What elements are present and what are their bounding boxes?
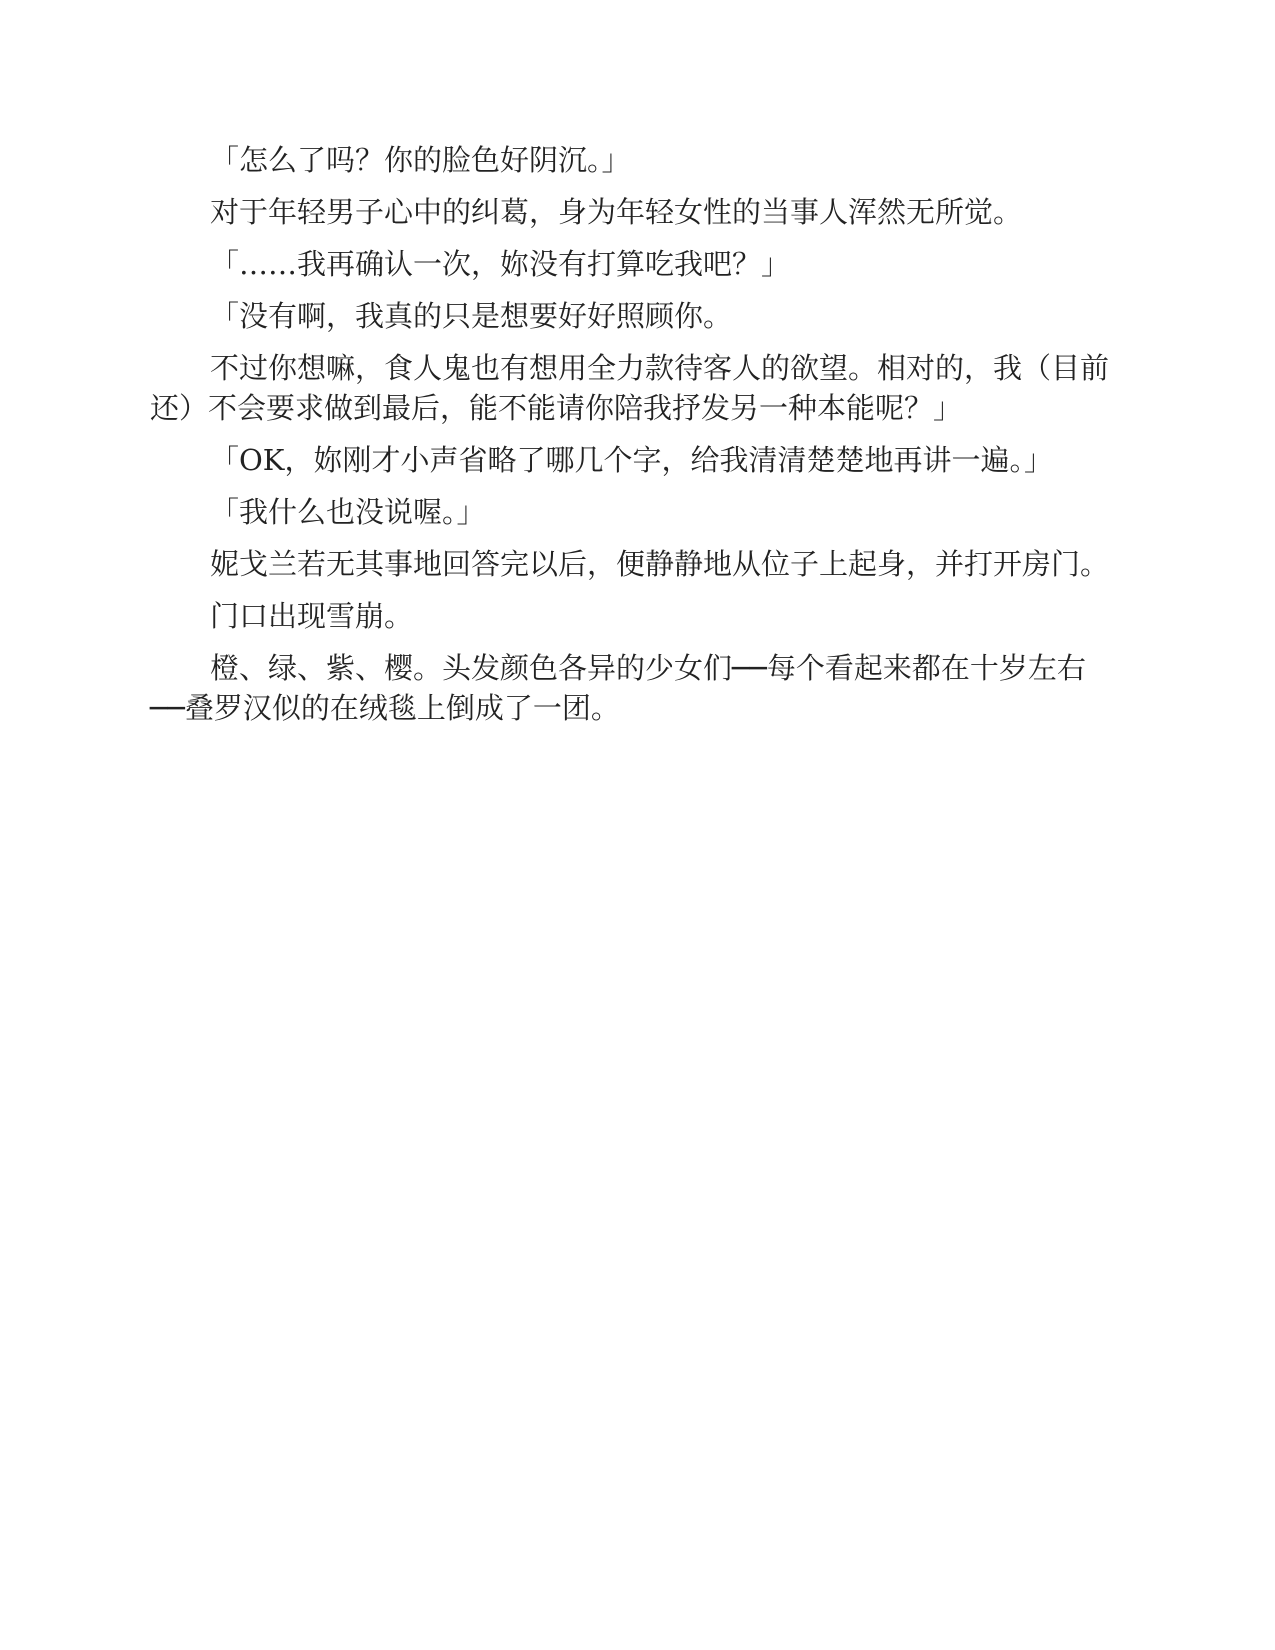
paragraph-9: 门口出现雪崩。 (210, 599, 414, 633)
paragraph-10: 橙、绿、紫、樱。头发颜色各异的少女们──每个看起来都在十岁左右──叠罗汉似的在绒毯上倒成了一团。 (150, 651, 1086, 725)
paragraph-1: 「怎么了吗？你的脸色好阴沉。」 (210, 143, 631, 177)
paragraph-5: 不过你想嘛，食人鬼也有想用全力款待客人的欲望。相对的，我（目前还）不会要求做到最后，能不能请你陪我抒发另一种本能呢？」 (150, 351, 1110, 425)
paragraph-3: 「……我再确认一次，妳没有打算吃我吧？」 (210, 247, 791, 281)
paragraph-7: 「我什么也没说喔。」 (210, 495, 486, 529)
paragraph-2: 对于年轻男子心中的纠葛，身为年轻女性的当事人浑然无所觉。 (210, 195, 1023, 229)
body-text (150, 140, 1120, 740)
paragraph-8: 妮戈兰若无其事地回答完以后，便静静地从位子上起身，并打开房门。 (210, 547, 1110, 581)
paragraph-4: 「没有啊，我真的只是想要好好照顾你。 (210, 299, 733, 333)
paragraph-6: 「OK，妳刚才小声省略了哪几个字，给我清清楚楚地再讲一遍。」 (210, 443, 1053, 477)
